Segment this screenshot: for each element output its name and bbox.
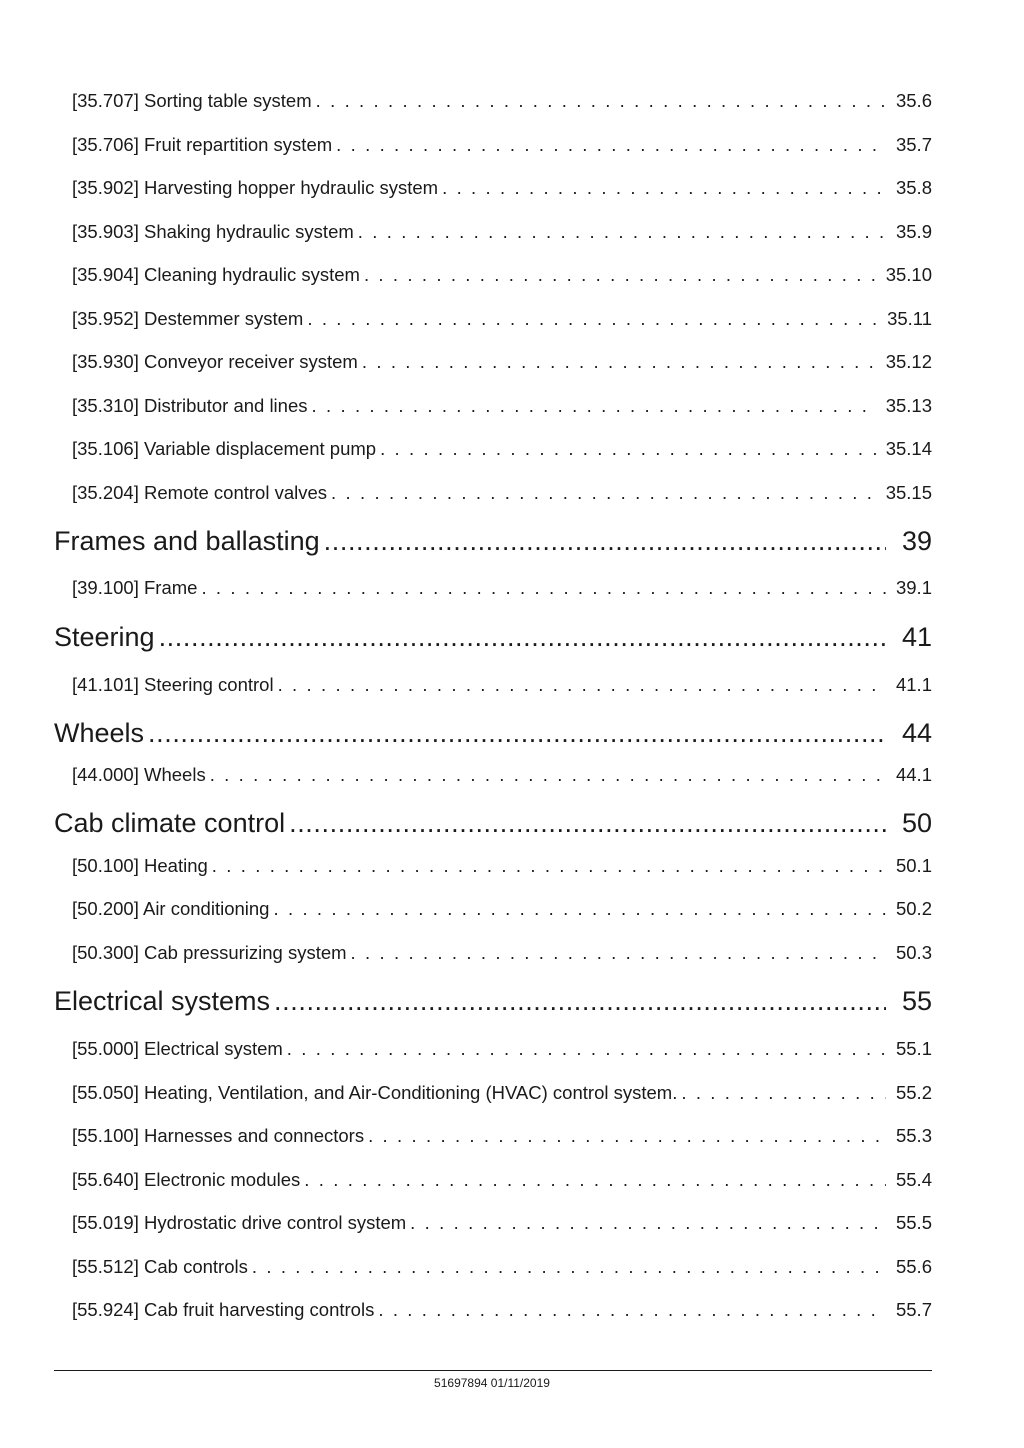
dot-leader xyxy=(358,221,886,243)
dot-leader xyxy=(289,808,886,839)
toc-entry-55-512[interactable] xyxy=(72,1256,932,1278)
toc-entry-35-310[interactable] xyxy=(72,395,932,417)
toc-entry-55-050[interactable] xyxy=(72,1082,932,1104)
toc-entry-35-706[interactable] xyxy=(72,134,932,156)
dot-leader xyxy=(304,1169,886,1191)
toc-entry-page: 35.12 xyxy=(885,351,932,372)
toc-entry-page: 55.6 xyxy=(895,1256,932,1277)
toc-entry-page: 35.8 xyxy=(895,177,932,198)
dot-leader xyxy=(159,622,886,653)
dot-leader xyxy=(307,308,877,330)
dot-leader xyxy=(324,526,886,557)
toc-entry-title: [50.100] Heating xyxy=(72,855,208,876)
toc-section-title: Wheels xyxy=(54,718,145,748)
toc-entry-title: [35.902] Harvesting hopper hydraulic system xyxy=(72,177,439,198)
toc-entry-title: [39.100] Frame xyxy=(72,577,198,598)
toc-entry-page: 39.1 xyxy=(895,577,932,598)
toc-entry-35-952[interactable] xyxy=(72,308,932,330)
toc-entry-page: 35.14 xyxy=(885,438,932,459)
toc-entry-39-100[interactable] xyxy=(72,577,932,599)
toc-section-page: 39 xyxy=(901,526,932,556)
dot-leader xyxy=(287,1038,886,1060)
toc-entry-35-903[interactable] xyxy=(72,221,932,243)
dot-leader xyxy=(410,1212,886,1234)
dot-leader xyxy=(316,90,886,112)
toc-entry-35-902[interactable] xyxy=(72,177,932,199)
dot-leader xyxy=(368,1125,886,1147)
toc-entry-title: [35.707] Sorting table system xyxy=(72,90,312,111)
dot-leader xyxy=(378,1299,886,1321)
toc-entry-35-204[interactable] xyxy=(72,482,932,504)
toc-entry-title: [35.952] Destemmer system xyxy=(72,308,304,329)
toc-entry-page: 55.3 xyxy=(895,1125,932,1146)
dot-leader xyxy=(252,1256,886,1278)
toc-entry-page: 35.13 xyxy=(885,395,932,416)
toc-entry-55-019[interactable] xyxy=(72,1212,932,1234)
toc-section-wheels[interactable] xyxy=(54,718,932,749)
toc-entry-page: 50.1 xyxy=(895,855,932,876)
toc-entry-title: [35.204] Remote control valves xyxy=(72,482,328,503)
toc-section-electrical-systems[interactable] xyxy=(54,986,932,1017)
toc-section-frames-and-ballasting[interactable] xyxy=(54,526,932,557)
toc-entry-title: [55.924] Cab fruit harvesting controls xyxy=(72,1299,375,1320)
toc-entry-page: 35.7 xyxy=(895,134,932,155)
dot-leader xyxy=(273,898,886,920)
dot-leader xyxy=(201,577,886,599)
toc-entry-page: 35.11 xyxy=(887,308,932,329)
toc-entry-44-000[interactable] xyxy=(72,764,932,786)
dot-leader xyxy=(312,395,876,417)
dot-leader xyxy=(278,674,886,696)
toc-entry-page: 35.10 xyxy=(885,264,932,285)
toc-section-title: Cab climate control xyxy=(54,808,286,838)
toc-entry-title: [35.310] Distributor and lines xyxy=(72,395,308,416)
toc-entry-page: 41.1 xyxy=(895,674,932,695)
dot-leader xyxy=(380,438,876,460)
toc-entry-55-640[interactable] xyxy=(72,1169,932,1191)
toc-entry-50-100[interactable] xyxy=(72,855,932,877)
toc-entry-page: 55.7 xyxy=(895,1299,932,1320)
footer-divider xyxy=(54,1370,932,1371)
toc-entry-page: 50.2 xyxy=(895,898,932,919)
toc-section-page: 50 xyxy=(901,808,932,838)
toc-entry-title: [35.904] Cleaning hydraulic system xyxy=(72,264,360,285)
dot-leader xyxy=(364,264,876,286)
toc-entry-title: [35.106] Variable displacement pump xyxy=(72,438,377,459)
toc-entry-title: [55.050] Heating, Ventilation, and Air-Conditioning (HVAC) control system. xyxy=(72,1082,678,1103)
dot-leader xyxy=(351,942,886,964)
toc-entry-title: [41.101] Steering control xyxy=(72,674,274,695)
dot-leader xyxy=(148,718,886,749)
toc-entry-title: [55.100] Harnesses and connectors xyxy=(72,1125,365,1146)
toc-section-page: 44 xyxy=(901,718,932,748)
dot-leader xyxy=(362,351,876,373)
toc-entry-title: [55.512] Cab controls xyxy=(72,1256,248,1277)
toc-entry-41-101[interactable] xyxy=(72,674,932,696)
dot-leader xyxy=(212,855,886,877)
dot-leader xyxy=(274,986,886,1017)
toc-entry-page: 55.2 xyxy=(895,1082,932,1103)
footer-document-id: 51697894 01/11/2019 xyxy=(434,1376,550,1390)
toc-entry-page: 44.1 xyxy=(895,764,932,785)
toc-entry-55-100[interactable] xyxy=(72,1125,932,1147)
toc-entry-page: 50.3 xyxy=(895,942,932,963)
toc-entry-title: [35.706] Fruit repartition system xyxy=(72,134,333,155)
toc-entry-35-106[interactable] xyxy=(72,438,932,460)
toc-section-title: Electrical systems xyxy=(54,986,271,1016)
toc-entry-title: [55.640] Electronic modules xyxy=(72,1169,301,1190)
toc-entry-title: [44.000] Wheels xyxy=(72,764,206,785)
toc-section-title: Steering xyxy=(54,622,155,652)
toc-section-page: 55 xyxy=(901,986,932,1016)
toc-entry-page: 55.5 xyxy=(895,1212,932,1233)
toc-entry-page: 55.4 xyxy=(895,1169,932,1190)
toc-section-title: Frames and ballasting xyxy=(54,526,320,556)
toc-entry-title: [50.300] Cab pressurizing system xyxy=(72,942,347,963)
toc-entry-35-904[interactable] xyxy=(72,264,932,286)
dot-leader xyxy=(210,764,886,786)
toc-section-steering[interactable] xyxy=(54,622,932,653)
toc-entry-35-930[interactable] xyxy=(72,351,932,373)
toc-section-page: 41 xyxy=(901,622,932,652)
toc-entry-page: 35.6 xyxy=(895,90,932,111)
toc-entry-50-300[interactable] xyxy=(72,942,932,964)
dot-leader xyxy=(681,1082,886,1104)
dot-leader xyxy=(442,177,886,199)
toc-entry-title: [35.903] Shaking hydraulic system xyxy=(72,221,354,242)
toc-entry-page: 35.9 xyxy=(895,221,932,242)
toc-entry-page: 35.15 xyxy=(885,482,932,503)
toc-entry-50-200[interactable] xyxy=(72,898,932,920)
toc-entry-page: 55.1 xyxy=(895,1038,932,1059)
dot-leader xyxy=(331,482,876,504)
toc-entry-title: [50.200] Air conditioning xyxy=(72,898,270,919)
dot-leader xyxy=(336,134,886,156)
toc-entry-55-000[interactable] xyxy=(72,1038,932,1060)
toc-section-cab-climate-control[interactable] xyxy=(54,808,932,839)
toc-entry-title: [55.000] Electrical system xyxy=(72,1038,283,1059)
toc-entry-title: [55.019] Hydrostatic drive control system xyxy=(72,1212,407,1233)
toc-entry-35-707[interactable] xyxy=(72,90,932,112)
toc-entry-55-924[interactable] xyxy=(72,1299,932,1321)
toc-entry-title: [35.930] Conveyor receiver system xyxy=(72,351,358,372)
